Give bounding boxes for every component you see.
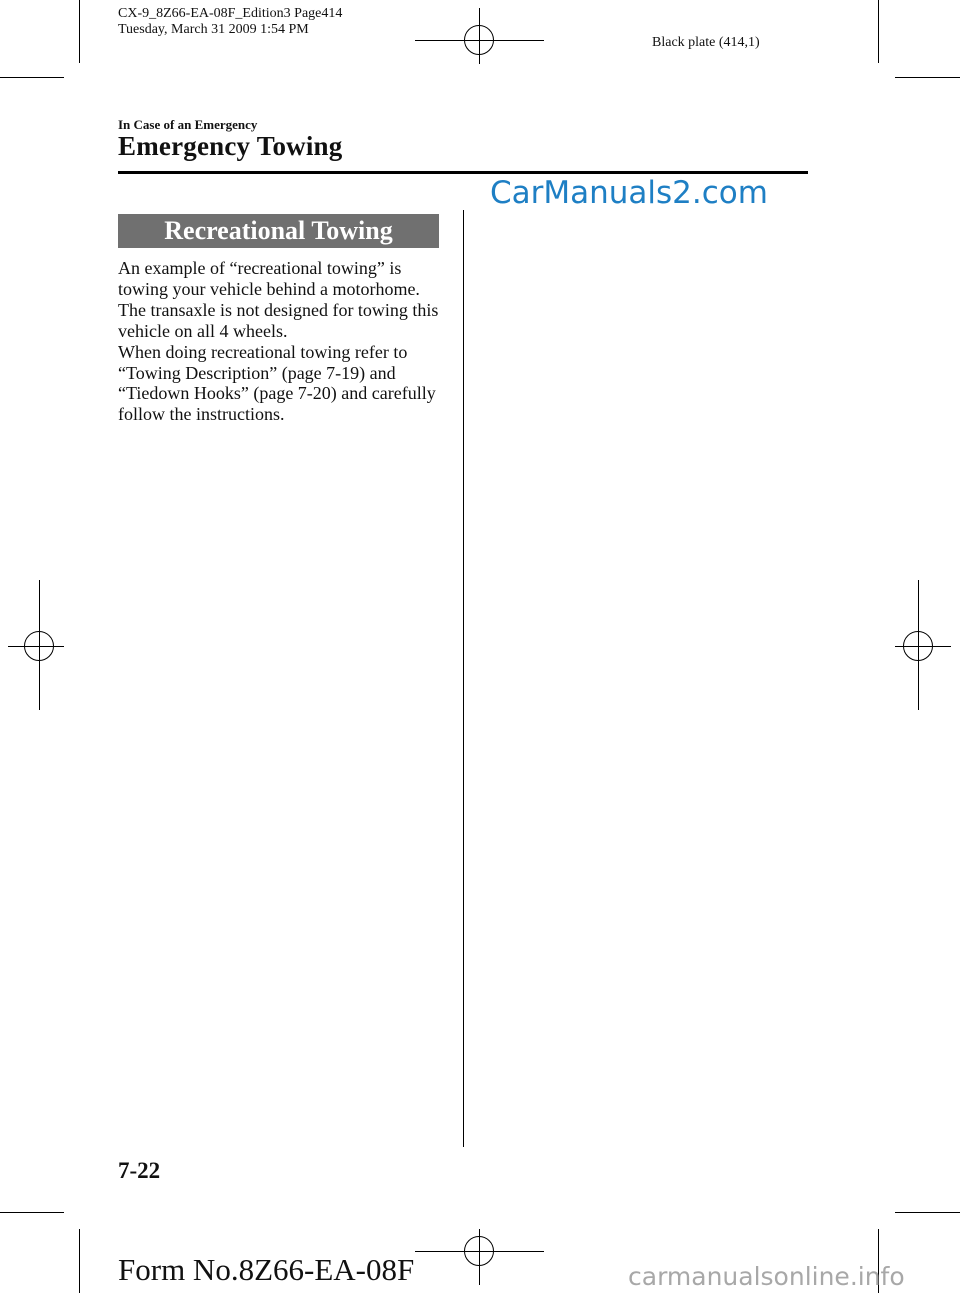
plate-label: Black plate (414,1) [652, 35, 760, 50]
print-job-line: CX-9_8Z66-EA-08F_Edition3 Page414 [118, 6, 343, 21]
crop-mark-top-left-vertical [79, 0, 80, 63]
body-paragraph: When doing recreational towing refer to “Towing Description” (page 7-19) and “Tiedown Hooks” (page 7-20) and carefully follow the instructions. [118, 341, 436, 425]
title-rule [118, 171, 808, 174]
print-metadata [118, 6, 342, 38]
column-divider [463, 210, 464, 1147]
body-paragraph: An example of “recreational towing” is towing your vehicle behind a motorhome. The transaxle is not designed for towing this vehicle on all 4 wheels. [118, 258, 439, 341]
crop-mark-top-right-vertical [878, 0, 879, 63]
registration-bottom-circle [464, 1236, 494, 1266]
crop-mark-top-right-horizontal [895, 77, 960, 78]
watermark-top: CarManuals2.com [490, 175, 768, 211]
crop-mark-bottom-left-horizontal [0, 1212, 64, 1213]
form-number: Form No.8Z66-EA-08F [118, 1252, 415, 1287]
watermark-bottom: carmanualsonline.info [628, 1262, 905, 1291]
body-text [118, 258, 448, 425]
crop-mark-bottom-right-horizontal [895, 1212, 960, 1213]
crop-mark-bottom-left-vertical [79, 1229, 80, 1293]
page-number: 7-22 [118, 1158, 161, 1183]
print-date-line: Tuesday, March 31 2009 1:54 PM [118, 22, 309, 37]
section-label: In Case of an Emergency [118, 117, 258, 132]
registration-right-circle [903, 631, 933, 661]
registration-top-circle [464, 25, 494, 55]
page-title: Emergency Towing [118, 131, 343, 161]
crop-mark-top-left-horizontal [0, 77, 64, 78]
registration-left-circle [24, 631, 54, 661]
section-heading: Recreational Towing [118, 214, 439, 248]
